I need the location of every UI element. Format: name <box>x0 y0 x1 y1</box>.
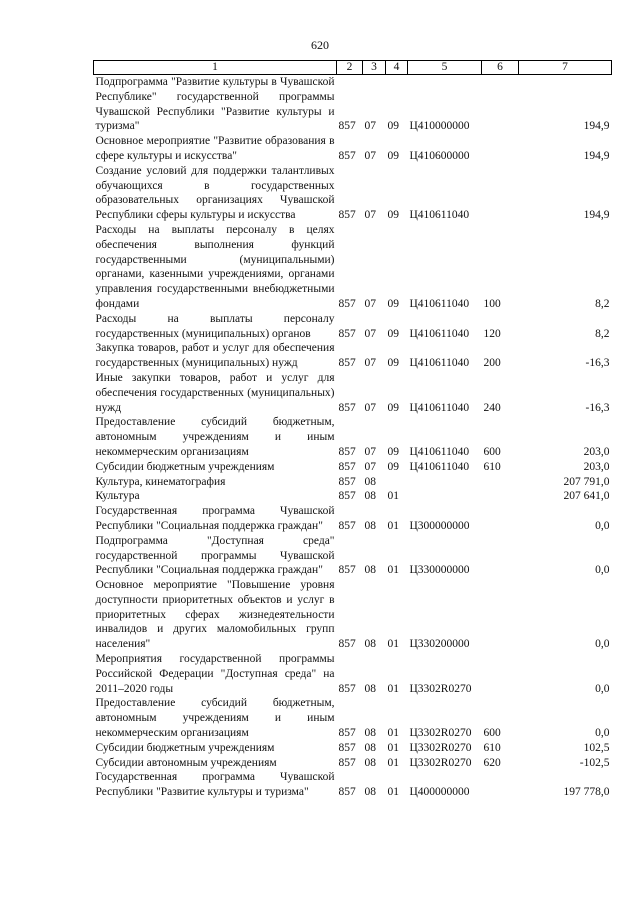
row-name: Мероприятия государственной программы Российской Федерации "Доступная среда" на 2011–2020 годы <box>95 653 335 695</box>
row-name: Государственная программа Чувашской Республики "Социальная поддержка граждан" <box>95 505 335 532</box>
row-expense-type <box>482 489 519 504</box>
row-target-article <box>408 475 482 490</box>
row-name: Подпрограмма "Развитие культуры в Чувашской Республике" государственной программы Чувашской Республики "Развитие культуры и туризма" <box>95 76 335 133</box>
row-name: Культура, кинематография <box>95 475 226 488</box>
row-section: 07 <box>364 120 376 133</box>
row-name: Иные закупки товаров, работ и услуг для обеспечения государственных (муниципальных) нужд <box>95 371 335 414</box>
row-target-article: Ц3302R0270 <box>409 741 472 754</box>
row-name: Расходы на выплаты персоналу в целях обеспечения выполнения функций государственными (муниципальными) органами, казенными учреждениями, органами управления государственными внебюджетными фондами <box>95 223 335 310</box>
row-name: Государственная программа Чувашской Республики "Развитие культуры и туризма" <box>95 771 335 799</box>
table-row <box>94 756 612 771</box>
row-admin-code: 857 <box>338 475 356 488</box>
row-section: 08 <box>364 490 376 503</box>
row-target-article: Ц410000000 <box>409 120 470 133</box>
row-expense-type <box>482 652 519 696</box>
table-row <box>94 741 612 756</box>
row-admin-code: 857 <box>338 297 356 310</box>
row-expense-type <box>482 770 519 800</box>
row-amount: 194,9 <box>583 209 610 222</box>
row-amount: -16,3 <box>585 357 610 370</box>
row-section: 07 <box>364 445 376 458</box>
row-amount: 207 641,0 <box>563 490 610 503</box>
table-row <box>94 312 612 342</box>
row-subsection: 01 <box>387 682 399 695</box>
row-target-article: Ц410611040 <box>409 460 470 473</box>
row-subsection: 09 <box>387 297 399 310</box>
row-expense-type <box>482 164 519 223</box>
row-admin-code: 857 <box>338 786 356 799</box>
table-row <box>94 75 612 135</box>
row-target-article: Ц300000000 <box>409 519 470 532</box>
row-name: Основное мероприятие "Развитие образования в сфере культуры и искусства" <box>95 135 335 162</box>
column-header: 2 <box>337 61 363 75</box>
row-amount: -16,3 <box>585 401 610 414</box>
table-row <box>94 652 612 696</box>
row-subsection: 09 <box>387 401 399 414</box>
row-admin-code: 857 <box>338 727 356 740</box>
column-header: 4 <box>386 61 408 75</box>
row-expense-type: 120 <box>483 327 501 340</box>
table-row <box>94 475 612 490</box>
row-subsection: 09 <box>387 460 399 473</box>
row-section: 07 <box>364 297 376 310</box>
row-subsection: 01 <box>387 727 399 740</box>
row-amount: 207 791,0 <box>563 475 610 488</box>
row-section: 08 <box>364 638 376 651</box>
row-target-article: Ц400000000 <box>409 786 470 799</box>
row-admin-code: 857 <box>338 357 356 370</box>
row-expense-type: 610 <box>483 741 501 754</box>
row-subsection: 09 <box>387 120 399 133</box>
table-row <box>94 223 612 312</box>
row-section: 08 <box>364 682 376 695</box>
row-name: Предоставление субсидий бюджетным, автономным учреждениям и иным некоммерческим организациям <box>95 416 335 458</box>
table-row <box>94 696 612 740</box>
row-admin-code: 857 <box>338 741 356 754</box>
table-row <box>94 578 612 652</box>
table-row <box>94 341 612 371</box>
row-section: 08 <box>364 564 376 577</box>
row-section: 08 <box>364 756 376 769</box>
column-header: 5 <box>408 61 482 75</box>
row-amount: 203,0 <box>583 445 610 458</box>
row-amount: 203,0 <box>583 460 610 473</box>
row-expense-type: 610 <box>483 460 501 473</box>
row-subsection: 01 <box>387 519 399 532</box>
row-admin-code: 857 <box>338 564 356 577</box>
table-row <box>94 164 612 223</box>
row-admin-code: 857 <box>338 149 356 162</box>
row-expense-type <box>482 504 519 534</box>
row-target-article: Ц410611040 <box>409 209 470 222</box>
row-admin-code: 857 <box>338 638 356 651</box>
row-subsection: 09 <box>387 149 399 162</box>
row-expense-type <box>482 534 519 578</box>
row-expense-type: 100 <box>483 297 501 310</box>
row-admin-code: 857 <box>338 445 356 458</box>
row-target-article: Ц3302R0270 <box>409 756 472 769</box>
row-section: 07 <box>364 149 376 162</box>
row-expense-type: 600 <box>483 727 501 740</box>
row-section: 08 <box>364 519 376 532</box>
row-amount: 0,0 <box>595 519 610 532</box>
row-admin-code: 857 <box>338 519 356 532</box>
row-name: Закупка товаров, работ и услуг для обеспечения государственных (муниципальных) нужд <box>95 342 335 370</box>
row-section: 07 <box>364 357 376 370</box>
row-admin-code: 857 <box>338 327 356 340</box>
row-amount: 0,0 <box>595 727 610 740</box>
row-target-article: Ц410611040 <box>409 357 470 370</box>
table-row <box>94 504 612 534</box>
row-subsection: 01 <box>387 756 399 769</box>
row-admin-code: 857 <box>338 120 356 133</box>
row-admin-code: 857 <box>338 490 356 503</box>
row-target-article: Ц330200000 <box>409 638 470 651</box>
row-subsection: 09 <box>387 327 399 340</box>
row-name: Расходы на выплаты персоналу государственных (муниципальных) органов <box>95 312 335 340</box>
row-expense-type <box>482 578 519 652</box>
row-section: 08 <box>364 727 376 740</box>
row-name: Субсидии бюджетным учреждениям <box>95 460 275 473</box>
row-name: Создание условий для поддержки талантливых обучающихся в государственных образовательных организациях Чувашской Республики сферы культуры и искусства <box>95 164 335 222</box>
row-target-article: Ц410611040 <box>409 401 470 414</box>
row-name: Основное мероприятие "Повышение уровня доступности приоритетных объектов и услуг в приоритетных сферах жизнедеятельности инвалидов и других маломобильных групп населения" <box>95 579 335 651</box>
row-section: 07 <box>364 401 376 414</box>
row-target-article: Ц330000000 <box>409 564 470 577</box>
row-admin-code: 857 <box>338 401 356 414</box>
row-amount: 8,2 <box>595 297 610 310</box>
row-subsection: 01 <box>387 564 399 577</box>
row-name: Подпрограмма "Доступная среда" государственной программы Чувашской Республики "Социальная поддержка граждан" <box>95 534 335 577</box>
row-target-article: Ц3302R0270 <box>409 682 472 695</box>
column-header: 1 <box>94 61 337 75</box>
row-name: Культура <box>95 490 140 503</box>
budget-table <box>93 60 612 800</box>
row-section: 07 <box>364 209 376 222</box>
table-row <box>94 134 612 164</box>
row-target-article: Ц410611040 <box>409 445 470 458</box>
row-amount: 102,5 <box>583 741 610 754</box>
row-amount: 197 778,0 <box>563 786 610 799</box>
row-admin-code: 857 <box>338 756 356 769</box>
table-row <box>94 371 612 415</box>
row-name: Предоставление субсидий бюджетным, автономным учреждениям и иным некоммерческим организациям <box>95 697 335 740</box>
row-expense-type: 240 <box>483 401 501 414</box>
row-target-article: Ц410600000 <box>409 149 470 162</box>
row-amount: 194,9 <box>583 120 610 133</box>
row-target-article: Ц410611040 <box>409 327 470 340</box>
row-admin-code: 857 <box>338 209 356 222</box>
row-amount: 0,0 <box>595 564 610 577</box>
row-expense-type <box>482 75 519 135</box>
table-row <box>94 489 612 504</box>
row-section: 08 <box>364 786 376 799</box>
row-name: Субсидии бюджетным учреждениям <box>95 741 275 754</box>
row-amount: -102,5 <box>579 756 610 769</box>
column-header: 7 <box>519 61 612 75</box>
row-subsection: 01 <box>387 786 399 799</box>
row-subsection: 01 <box>387 490 399 503</box>
row-expense-type <box>482 134 519 164</box>
row-amount: 8,2 <box>595 327 610 340</box>
row-subsection: 01 <box>387 638 399 651</box>
row-expense-type: 600 <box>483 445 501 458</box>
row-amount: 0,0 <box>595 682 610 695</box>
row-expense-type <box>482 475 519 490</box>
row-section: 08 <box>364 741 376 754</box>
table-row <box>94 415 612 459</box>
row-name: Субсидии автономным учреждениям <box>95 756 277 769</box>
row-target-article <box>408 489 482 504</box>
row-section: 07 <box>364 327 376 340</box>
row-admin-code: 857 <box>338 682 356 695</box>
row-target-article: Ц3302R0270 <box>409 727 472 740</box>
row-admin-code: 857 <box>338 460 356 473</box>
row-subsection: 09 <box>387 209 399 222</box>
row-subsection: 09 <box>387 445 399 458</box>
row-amount: 0,0 <box>595 638 610 651</box>
table-row <box>94 770 612 800</box>
row-subsection <box>386 475 408 490</box>
table-row <box>94 534 612 578</box>
row-section: 08 <box>364 475 376 488</box>
column-header: 6 <box>482 61 519 75</box>
table-row <box>94 460 612 475</box>
row-amount: 194,9 <box>583 149 610 162</box>
row-subsection: 01 <box>387 741 399 754</box>
row-subsection: 09 <box>387 357 399 370</box>
row-expense-type: 620 <box>483 756 501 769</box>
row-expense-type: 200 <box>483 357 501 370</box>
row-target-article: Ц410611040 <box>409 297 470 310</box>
row-section: 07 <box>364 460 376 473</box>
page-number: 620 <box>311 38 329 52</box>
table-header-row <box>94 61 612 75</box>
column-header: 3 <box>363 61 386 75</box>
